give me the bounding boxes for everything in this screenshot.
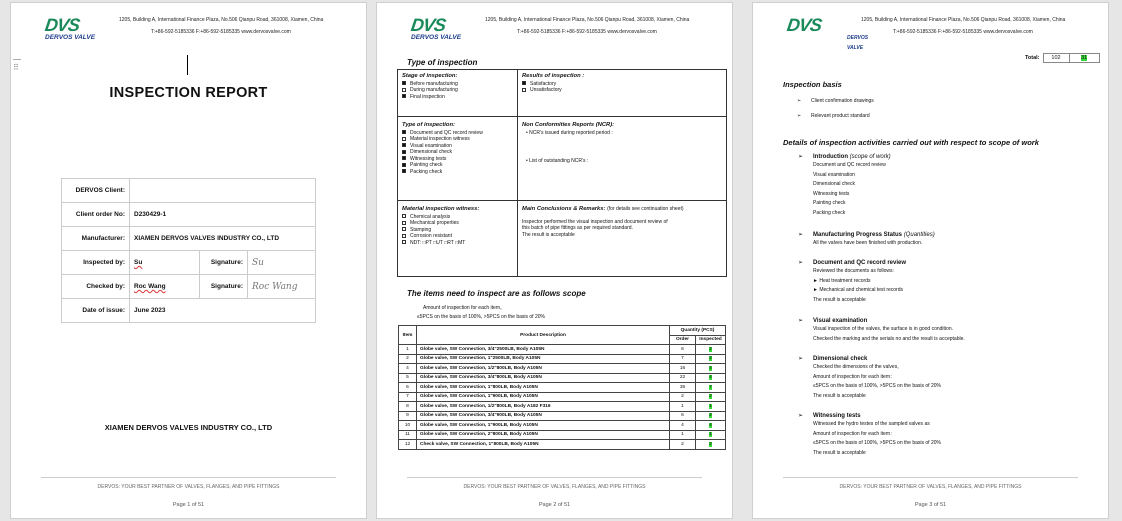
- unchecked-box-icon[interactable]: [402, 234, 406, 238]
- page-number: Page 2 of 51: [538, 502, 571, 508]
- manufacturer-value[interactable]: XIAMEN DERVOS VALVES INDUSTRY CO., LTD: [130, 227, 316, 251]
- checked-box-icon[interactable]: [402, 156, 406, 160]
- page-2: [376, 2, 733, 519]
- checked-value[interactable]: Roc Wang: [134, 283, 166, 290]
- table-row: 4 Globe valve, SW Connection, 1/2"800LB, Body A105N 16 4: [399, 364, 726, 374]
- th-description: Product Description: [417, 326, 670, 345]
- checkbox-item[interactable]: Document and QC record review: [402, 130, 483, 137]
- dimensional-heading: ➢ Dimensional check: [798, 356, 868, 362]
- checkbox-item[interactable]: Stamping: [402, 227, 479, 234]
- header-contact: T:+86-592-5185336 F:+86-592-5185335 www.dervosvalve.com: [517, 29, 657, 35]
- inspected-label: Inspected by:: [62, 251, 130, 275]
- page-1: [10, 2, 367, 519]
- total-row: [993, 53, 1100, 63]
- checked-box-icon[interactable]: [402, 94, 406, 98]
- unchecked-box-icon[interactable]: [402, 88, 406, 92]
- client-value[interactable]: [130, 179, 316, 203]
- unchecked-box-icon[interactable]: [402, 214, 406, 218]
- table-row: 7 Globe valve, SW Connection, 1"900LB, Body A105N 2 2: [399, 392, 726, 402]
- manufacturer-label: Manufacturer:: [62, 227, 130, 251]
- checkbox-item[interactable]: Dimensional check: [402, 149, 483, 156]
- checked-box-icon[interactable]: [402, 169, 406, 173]
- checkbox-item[interactable]: Chemical analysis: [402, 214, 479, 221]
- signature-label-2: Signature:: [200, 275, 248, 299]
- table-row: 10 Globe valve, SW Connection, 1"900LB, Body A105N 4 4: [399, 421, 726, 431]
- table-row: 11 Globe valve, SW Connection, 2"800LB, Body A105N 1 1: [399, 430, 726, 440]
- th-item: Item: [399, 326, 417, 345]
- visual-heading: ➢ Visual examination: [798, 318, 868, 324]
- unchecked-box-icon[interactable]: [402, 240, 406, 244]
- page-header: [11, 13, 366, 49]
- dervos-logo: DVS DERVOS VALVE: [43, 15, 96, 41]
- type-section: Type of inspection: Document and QC record review Material inspection witness Visual examination Dimensional check Witnessing tests Painting check Packing check: [402, 122, 483, 175]
- page-header: [753, 13, 1108, 49]
- signature-su: Su: [252, 257, 264, 268]
- inspection-basis-title: Inspection basis: [783, 80, 842, 89]
- header-address: 1205, Building A, International Finance Plaza, No.506 Qianpu Road, 361008, Xiamen, China: [485, 17, 690, 23]
- page-footer: DERVOS: YOUR BEST PARTNER OF VALVES, FLANGES, AND PIPE FITTINGS: [463, 484, 646, 490]
- margin-marker: [13, 59, 21, 60]
- page-number: Page 1 of 51: [172, 502, 205, 508]
- amount-rule: ≤5PCS on the basis of 100%, >5PCS on the basis of 20%: [417, 314, 545, 320]
- unchecked-box-icon[interactable]: [402, 137, 406, 141]
- page-3: [752, 2, 1109, 519]
- inspection-summary-box: [397, 69, 727, 277]
- checked-box-icon[interactable]: [402, 150, 406, 154]
- checkbox-item[interactable]: Satisfactory: [522, 81, 584, 88]
- basis-item: ➢ Client confirmation drawings: [797, 98, 874, 104]
- checkbox-item[interactable]: Final inspection: [402, 94, 458, 101]
- checked-box-icon[interactable]: [402, 130, 406, 134]
- checkbox-item[interactable]: Corrosion resistant: [402, 233, 479, 240]
- table-row: 6 Globe valve, SW Connection, 1"800LB, Body A105N 35 7: [399, 383, 726, 393]
- table-row: 8 Globe valve, SW Connection, 1/2"800LB, Body A182 F316 1 1: [399, 402, 726, 412]
- th-order: Order: [670, 335, 696, 345]
- drag-handle-icon[interactable]: ⠿: [13, 63, 19, 72]
- table-row: 1 Globe valve, SW Connection, 3/4"2500LB, Body A105N 6 2: [399, 345, 726, 355]
- amount-note: Amount of inspection for each item。: [423, 305, 505, 311]
- doc-review-heading: ➢ Document and QC record review: [798, 260, 907, 266]
- checkbox-item[interactable]: NDT: □PT □UT □RT □MT: [402, 240, 479, 247]
- checkbox-item[interactable]: Witnessing tests: [402, 156, 483, 163]
- table-row: 9 Globe valve, SW Connection, 3/4"900LB, Body A105N 6 2: [399, 411, 726, 421]
- checkbox-item[interactable]: Mechanical properties: [402, 220, 479, 227]
- th-inspected: Inspected: [696, 335, 726, 345]
- checkbox-item[interactable]: Packing check: [402, 169, 483, 176]
- dervos-logo: DVS DERVOS VALVE: [785, 15, 869, 51]
- total-label: Total:: [1024, 55, 1040, 61]
- order-value[interactable]: D230429-1: [130, 203, 316, 227]
- date-label: Date of issue:: [62, 299, 130, 323]
- results-section: Results of inspection : Satisfactory Unsatisfactory: [522, 73, 585, 93]
- ncr-section: Non Conformities Reports (NCR): • NCR’s issued during reported period : • List of outstanding NCR’s :: [522, 122, 615, 164]
- checked-label: Checked by:: [62, 275, 130, 299]
- doc-review-list: Reviewed the documents as follows: ► Heat treatment records ► Mechanical and chemical test records The result is acceptable: [813, 268, 903, 303]
- page-number: Page 3 of 51: [914, 502, 947, 508]
- dervos-logo: DVS DERVOS VALVE: [409, 15, 462, 41]
- company-name: XIAMEN DERVOS VALVES INDUSTRY CO., LTD: [104, 423, 273, 432]
- checkbox-item[interactable]: Before manufacturing: [402, 81, 458, 88]
- page-footer: DERVOS: YOUR BEST PARTNER OF VALVES, FLANGES, AND PIPE FITTINGS: [839, 484, 1022, 490]
- details-title: Details of inspection activities carried out with respect to scope of work: [783, 138, 1039, 147]
- checkbox-item[interactable]: During manufacturing: [402, 87, 458, 94]
- client-label: DERVOS Client:: [62, 179, 130, 203]
- header-contact: T:+86-592-5185336 F:+86-592-5185335 www.dervosvalve.com: [893, 29, 1033, 35]
- total-inspected: 31: [1080, 55, 1088, 61]
- type-of-inspection-title: Type of inspection: [407, 58, 478, 67]
- order-label: Client order No:: [62, 203, 130, 227]
- checkbox-item[interactable]: Painting check: [402, 162, 483, 169]
- checked-box-icon[interactable]: [522, 81, 526, 85]
- stage-section: Stage of inspection: Before manufacturing During manufacturing Final inspection: [402, 73, 458, 100]
- header-address: 1205, Building A, International Finance Plaza, No.506 Qianpu Road, 361008, Xiamen, China: [119, 17, 324, 23]
- unchecked-box-icon[interactable]: [402, 227, 406, 231]
- report-info-table: [61, 178, 316, 323]
- header-address: 1205, Building A, International Finance Plaza, No.506 Qianpu Road, 361008, Xiamen, China: [861, 17, 1066, 23]
- page-footer: DERVOS: YOUR BEST PARTNER OF VALVES, FLANGES, AND PIPE FITTINGS: [97, 484, 280, 490]
- th-quantity: Quantity (PCS): [670, 326, 726, 336]
- date-value[interactable]: June 2023: [130, 299, 316, 323]
- unchecked-box-icon[interactable]: [402, 221, 406, 225]
- checkbox-item[interactable]: Visual examination: [402, 143, 483, 150]
- material-section: Material inspection witness: Chemical analysis Mechanical properties Stamping Corrosion resistant NDT: □PT □UT □RT □MT: [402, 206, 480, 246]
- dimensional-list: Checked the dimensions of the valves。 Amount of inspection for each item： ≤5PCS on the basis of 100%, >5PCS on the basis of 20% The result is acceptable: [813, 364, 941, 399]
- intro-list: Document and QC record review Visual examination Dimensional check Witnessing tests Painting check Packing check: [813, 162, 886, 216]
- progress-text: All the valves have been finished with production.: [813, 240, 923, 246]
- witness-heading: ➢ Witnessing tests: [798, 413, 861, 419]
- unchecked-box-icon[interactable]: [522, 88, 526, 92]
- total-order: 102: [1043, 54, 1069, 63]
- table-row: 12 Check valve, SW Connection, 1"800LB, Body A105N 2 2: [399, 440, 726, 450]
- table-row: 2 Globe valve, SW Connection, 1"2500LB, Body A105N 7 2: [399, 354, 726, 364]
- visual-list: Visual inspection of the valves, the surface is in good condition. Checked the marking and the serials no and the result is acceptable.: [813, 326, 965, 342]
- basis-item: ➢ Relevant product standard: [797, 113, 870, 119]
- checked-box-icon[interactable]: [402, 81, 406, 85]
- progress-heading: ➢ Manufacturing Progress Status (Quantities): [798, 232, 935, 238]
- signature-roc-wang: Roc Wang: [252, 281, 298, 292]
- text-cursor: [187, 55, 188, 75]
- signature-label-1: Signature:: [200, 251, 248, 275]
- checkbox-item[interactable]: Material inspection witness: [402, 136, 483, 143]
- inspected-value[interactable]: Su: [134, 259, 143, 266]
- checked-box-icon[interactable]: [402, 163, 406, 167]
- items-table: [398, 325, 726, 450]
- header-contact: T:+86-592-5185336 F:+86-592-5185335 www.dervosvalve.com: [151, 29, 291, 35]
- conclusion-section: Main Conclusions & Remarks: (for details see continuation sheet) Inspector performed the visual inspection and document review of this batch of pipe fittings as per required standard. The result is acceptable: [522, 206, 684, 238]
- table-row: 5 Globe valve, SW Connection, 3/4"800LB, Body A105N 22 4: [399, 373, 726, 383]
- page-header: [377, 13, 732, 49]
- report-title: INSPECTION REPORT: [109, 85, 268, 101]
- witness-list: Witnessed the hydro testes of the sampled valves as Amount of inspection for each item： ≤5PCS on the basis of 100%, >5PCS on the basis of 20% The result is acceptable: [813, 421, 941, 456]
- intro-heading: ➢ Introduction (scope of work): [798, 154, 891, 160]
- items-scope-title: The items need to inspect are as follows scope: [407, 289, 586, 298]
- checkbox-item[interactable]: Unsatisfactory: [522, 87, 584, 94]
- checked-box-icon[interactable]: [402, 143, 406, 147]
